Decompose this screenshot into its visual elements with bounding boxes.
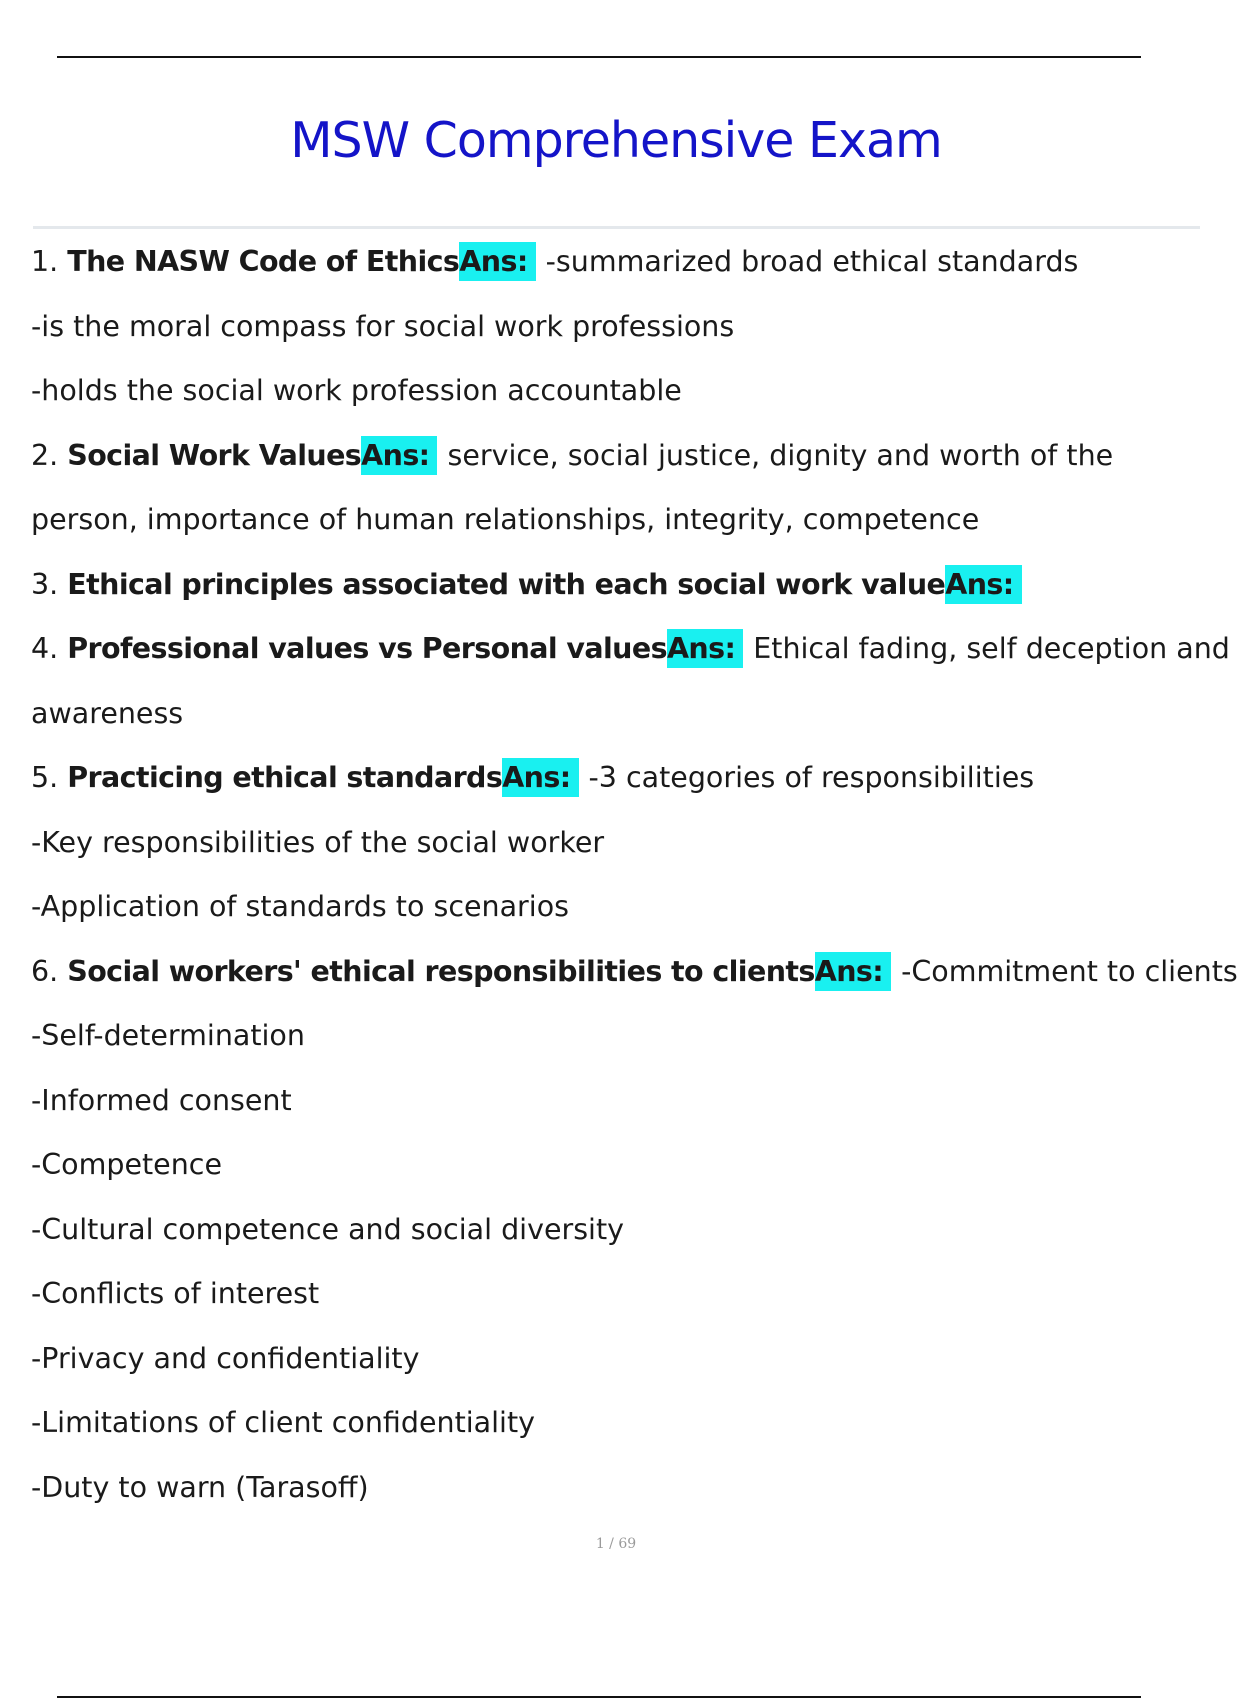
question-text: Professional values vs Personal values [67, 632, 667, 665]
answer-line: -Duty to warn (Tarasoff) [31, 1470, 369, 1504]
item-number: 5. [31, 761, 68, 794]
answer-line: -Application of standards to scenarios [31, 890, 569, 923]
item-number: 6. [31, 954, 68, 988]
answer-line: -Limitations of client confidentiality [31, 1406, 536, 1439]
answer-line: -holds the social work profession accountable [31, 374, 682, 407]
answer-label: Ans: [361, 436, 437, 475]
qa-list [31, 230, 1238, 1520]
answer-line: -Cultural competence and social diversity [31, 1212, 625, 1246]
item-number: 3. [31, 567, 68, 601]
qa-item-2 [31, 424, 1181, 489]
answer-line: awareness [31, 696, 184, 730]
answer-text: service, social justice, dignity and worth of the [447, 438, 1114, 472]
answer-line: -Competence [31, 1148, 222, 1181]
answer-line: -is the moral compass for social work professions [31, 309, 735, 343]
question-text: The NASW Code of Ethics [67, 245, 460, 278]
question-text: Social Work Values [67, 438, 362, 472]
answer-label: Ans: [459, 242, 535, 281]
item-number: 2. [31, 438, 68, 472]
answer-line: -Self-determination [31, 1019, 305, 1052]
answer-label: Ans: [502, 758, 578, 797]
answer-line: -Informed consent [31, 1083, 292, 1117]
page-bottom-rule [57, 1696, 1141, 1698]
answer-line: -Key responsibilities of the social worker [31, 825, 605, 859]
answer-text: -summarized broad ethical standards [545, 245, 1079, 278]
question-text: Social workers' ethical responsibilities to clients [67, 954, 815, 988]
item-number: 1. [31, 245, 68, 278]
question-text: Practicing ethical standards [67, 761, 503, 794]
answer-line: person, importance of human relationships, integrity, competence [31, 503, 980, 536]
answer-line: -Conflicts of interest [31, 1277, 320, 1310]
question-text: Ethical principles associated with each social work value [67, 567, 946, 601]
answer-label: Ans: [667, 629, 743, 668]
answer-text: -Commitment to clients [901, 954, 1238, 988]
page-indicator: 1 / 69 [595, 1536, 637, 1552]
qa-item-4 [31, 617, 1230, 682]
page-top-rule [57, 56, 1141, 58]
answer-text: Ethical fading, self deception and [753, 632, 1230, 665]
title-separator [33, 226, 1200, 229]
answer-line: -Privacy and confidentiality [31, 1341, 420, 1375]
answer-text: -3 categories of responsibilities [588, 761, 1035, 794]
qa-item-6 [31, 940, 1238, 1005]
qa-item-3 [31, 553, 1181, 618]
qa-item-5 [31, 746, 1181, 811]
answer-label: Ans: [815, 952, 891, 991]
item-number: 4. [31, 632, 68, 665]
qa-item-1 [31, 230, 1181, 295]
document-title: MSW Comprehensive Exam [290, 112, 942, 169]
answer-label: Ans: [945, 565, 1021, 604]
